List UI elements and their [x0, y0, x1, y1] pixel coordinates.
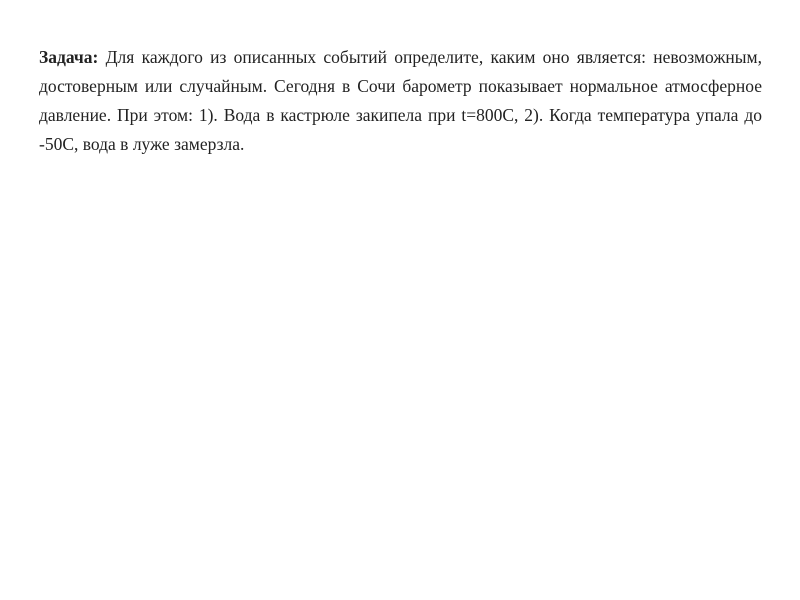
task-text: Для каждого из описанных событий определите, каким оно является: невозможным, достоверным или случайным. Сегодня в Сочи барометр показывает нормальное атмосферное давление. При этом: 1). Вода в кастрюле закипела при t=800С, 2). Когда температура упала до -50С, вода в луже замерзла.	[39, 47, 762, 154]
task-paragraph	[39, 43, 762, 159]
task-label: Задача:	[39, 47, 99, 67]
